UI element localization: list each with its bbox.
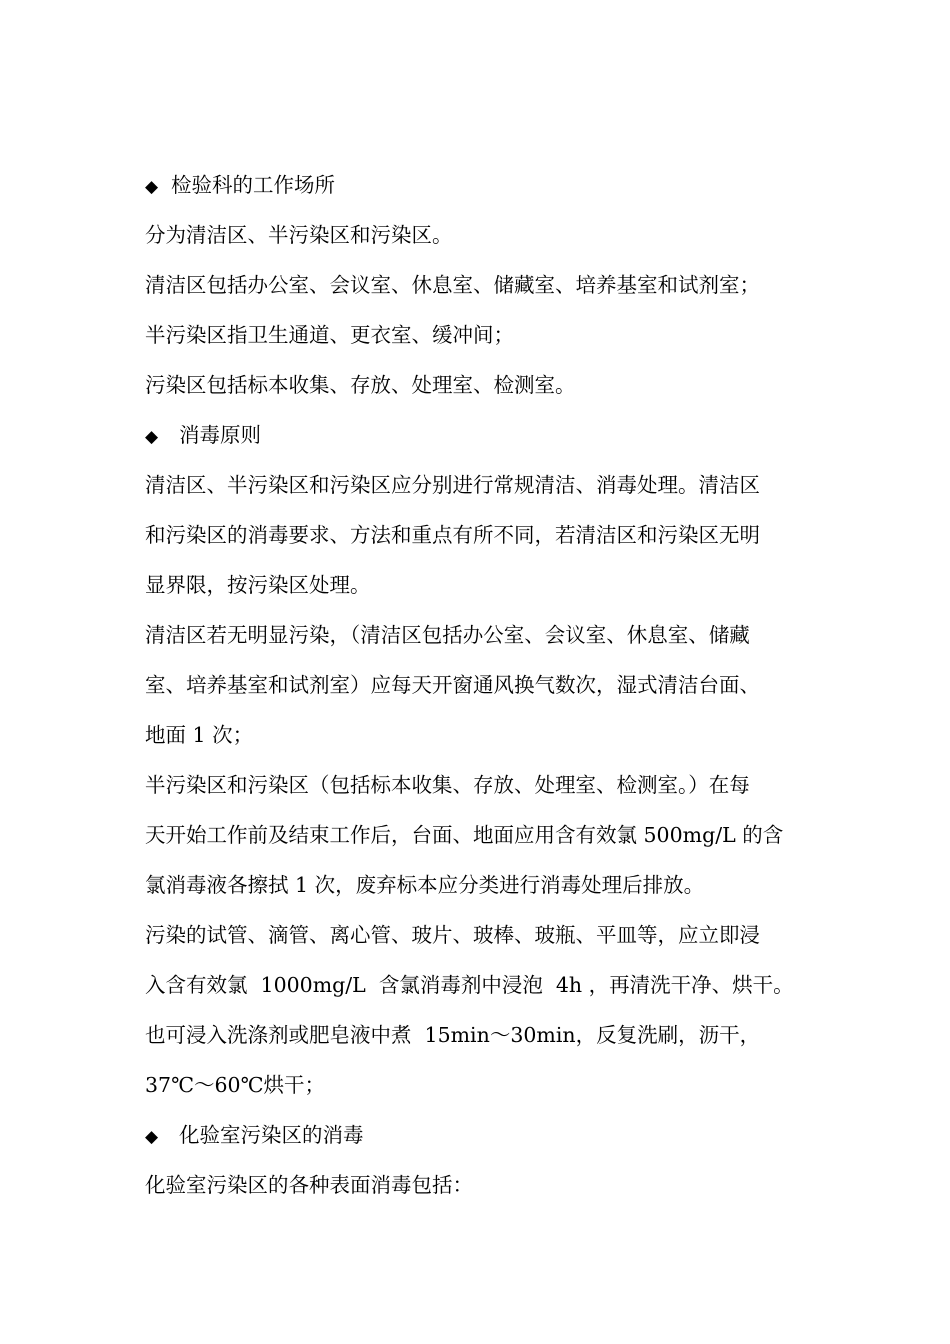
paragraph-line: 化验室污染区的各种表面消毒包括： [145, 1173, 473, 1197]
paragraph-line: 污染的试管、滴管、离心管、玻片、玻棒、玻瓶、平皿等，应立即浸 [145, 923, 760, 947]
paragraph-line: 清洁区若无明显污染，（清洁区包括办公室、会议室、休息室、储藏 [145, 623, 750, 647]
paragraph-line: 地面 1 次； [145, 723, 254, 747]
paragraph-line: 污染区包括标本收集、存放、处理室、检测室。 [145, 373, 576, 397]
paragraph-line: 室、培养基室和试剂室）应每天开窗通风换气数次，湿式清洁台面、 [145, 673, 760, 697]
section-heading-workplace [145, 160, 810, 210]
section-heading-lab-contamination-disinfection [145, 1110, 810, 1160]
paragraph-line: 也可浸入洗涤剂或肥皂液中煮 15min～30min，反复洗刷，沥干， [145, 1023, 761, 1047]
diamond-bullet-icon: ◆ [145, 427, 159, 447]
paragraph-line: 和污染区的消毒要求、方法和重点有所不同，若清洁区和污染区无明 [145, 523, 760, 547]
section-heading-disinfection-principles [145, 410, 810, 460]
paragraph-line: 半污染区和污染区（包括标本收集、存放、处理室、检测室。）在每 [145, 773, 750, 797]
paragraph-line: 分为清洁区、半污染区和污染区。 [145, 223, 453, 247]
diamond-bullet-icon: ◆ [145, 1127, 159, 1147]
paragraph-line: 入含有效氯 1000mg/L 含氯消毒剂中浸泡 4h ，再清洗干净、烘干。 [145, 973, 794, 997]
paragraph-line: 清洁区包括办公室、会议室、休息室、储藏室、培养基室和试剂室； [145, 273, 760, 297]
heading-text: 消毒原则 [179, 423, 261, 447]
paragraph-line: 清洁区、半污染区和污染区应分别进行常规清洁、消毒处理。清洁区 [145, 473, 760, 497]
paragraph-line: 37℃～60℃烘干； [145, 1073, 326, 1097]
document-body [145, 160, 810, 1210]
diamond-bullet-icon: ◆ [145, 177, 159, 197]
heading-text: 化验室污染区的消毒 [179, 1123, 364, 1147]
paragraph-line: 氯消毒液各擦拭 1 次，废弃标本应分类进行消毒处理后排放。 [145, 873, 705, 897]
paragraph-line: 半污染区指卫生通道、更衣室、缓冲间； [145, 323, 514, 347]
heading-text: 检验科的工作场所 [171, 173, 335, 197]
paragraph-line: 天开始工作前及结束工作后，台面、地面应用含有效氯 500mg/L 的含 [145, 823, 784, 847]
paragraph-line: 显界限，按污染区处理。 [145, 573, 371, 597]
